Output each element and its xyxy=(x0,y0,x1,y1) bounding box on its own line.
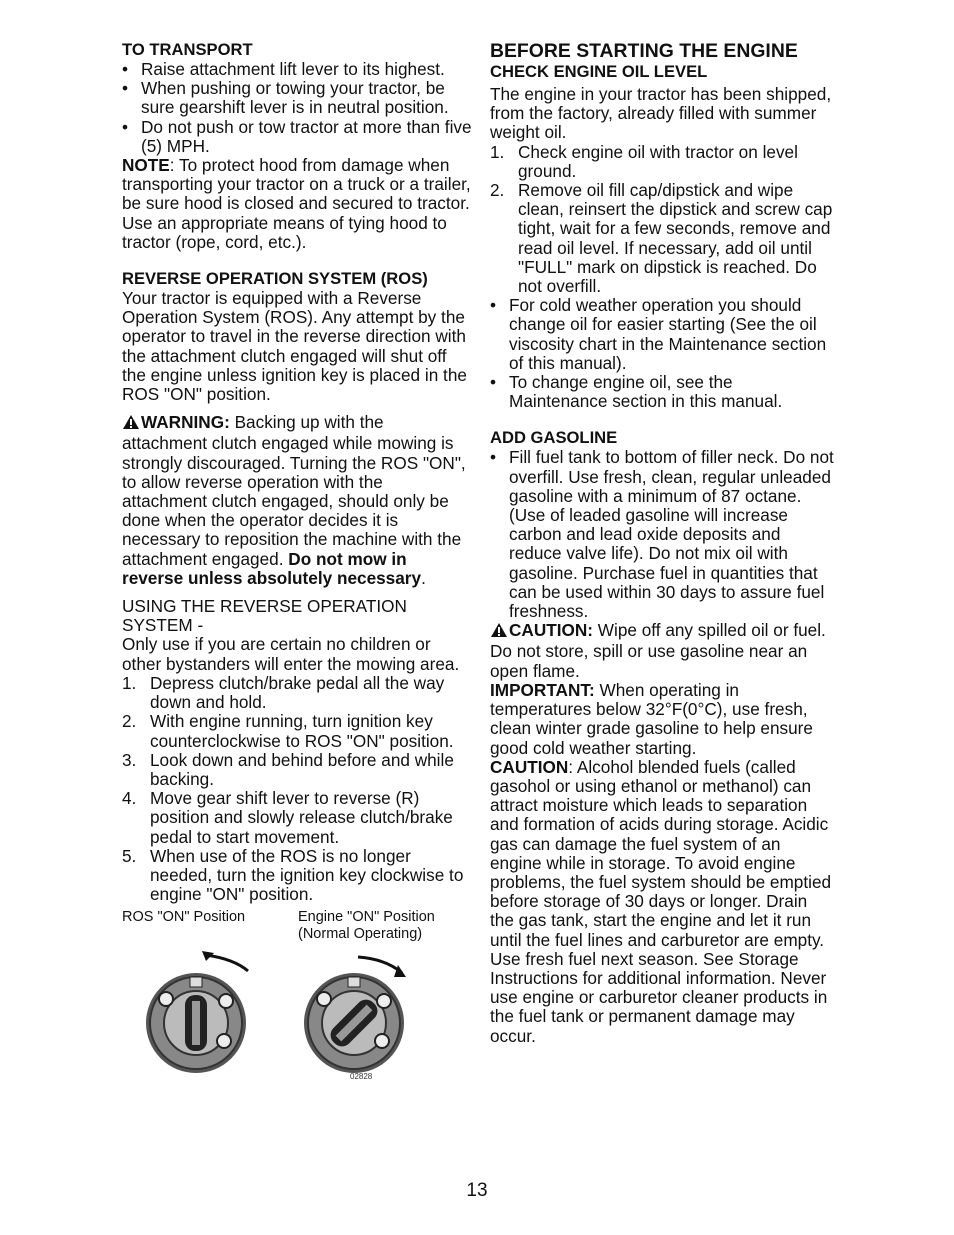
figure-captions xyxy=(122,909,472,943)
list-item: 1. Check engine oil with tractor on level ground. xyxy=(490,141,798,181)
caution-triangle-icon xyxy=(490,622,508,642)
ignition-dial-ros-icon xyxy=(136,951,266,1081)
oil-steps-list xyxy=(490,143,835,297)
caution-label: CAUTION: xyxy=(509,620,594,641)
oil-heading: CHECK ENGINE OIL LEVEL xyxy=(490,62,708,81)
ignition-dial-engine-icon xyxy=(294,951,424,1081)
note-paragraph: NOTE: To protect hood from damage when transporting your tractor on a truck or a trailer, be sure hood is closed and secured to tractor. Use an appropriate means of tying hood to tractor (rope, cord, etc.). xyxy=(122,155,471,252)
left-column xyxy=(122,40,472,1093)
using-heading: USING THE REVERSE OPERATION SYSTEM - xyxy=(122,596,407,636)
page-number: 13 xyxy=(466,1180,488,1201)
important-paragraph: IMPORTANT: When operating in temperatures below 32°F(0°C), use fresh, clean winter grade gasoline to help ensure good cold weather starting. xyxy=(490,679,813,758)
warning-paragraph: WARNING: Backing up with the attachment clutch engaged while mowing is strongly discouraged. Turning the ROS "ON", to allow reverse operation with the attachment clutch engaged, should only be done when the operator decides it is necessary to reposition the machine with the attachment engaged. Do not mow in reverse unless absolutely necessary. xyxy=(122,412,466,588)
list-item: • Fill fuel tank to bottom of filler neck. Do not overfill. Use fresh, clean, regular unleaded gasoline with a minimum of 87 octane. (Use of leaded gasoline will increase carbon and lead oxide deposits and reduce valve life). Do not mix oil with gasoline. Purchase fuel in quantities that can be used within 30 days to assure fuel freshness. xyxy=(490,447,834,622)
gas-heading: ADD GASOLINE xyxy=(490,428,618,448)
list-item: 3. Look down and behind before and while backing. xyxy=(122,749,454,789)
caution-label: CAUTION xyxy=(490,756,569,777)
ros-heading: REVERSE OPERATION SYSTEM (ROS) xyxy=(122,269,428,289)
list-item: • For cold weather operation you should change oil for easier starting (See the oil viscosity chart in the Maintenance section of this manual). xyxy=(490,295,827,373)
figure-code: 02828 xyxy=(350,1072,373,1082)
warning-label: WARNING: xyxy=(141,412,230,433)
warning-triangle-icon xyxy=(122,414,140,434)
list-item: • When pushing or towing your tractor, be sure gearshift lever is in neutral position. xyxy=(122,78,449,118)
transport-heading: TO TRANSPORT xyxy=(122,40,253,59)
list-item: 2. Remove oil fill cap/dipstick and wipe clean, reinsert the dipstick and screw cap tight, wait for a few seconds, remove and read oil level. If necessary, add oil until "FULL" mark on dipstick is reached. Do not overfill. xyxy=(490,180,833,297)
alcohol-caution-paragraph: CAUTION: Alcohol blended fuels (called gasohol or using ethanol or methanol) can attract moisture which leads to separation and formation of acids during storage. Acidic gas can damage the fuel system of an engine while in storage. To avoid engine problems, the fuel system should be emptied before storage of 30 days or longer. Drain the gas tank, start the engine and let it run until the fuel lines and carburetor are empty. Use fresh fuel next season. See Storage Instructions for additional information. Never use engine or carburetor cleaner products in the fuel tank or permanent damage may occur. xyxy=(490,756,832,1046)
ros-paragraph: Your tractor is equipped with a Reverse Operation System (ROS). Any attempt by the operator to travel in the reverse direction with the attachment clutch engaged will shut off the engine unless ignition key is placed in the ROS "ON" position. xyxy=(122,288,467,405)
list-item: • Do not push or tow tractor at more than five (5) MPH. xyxy=(122,116,472,156)
list-item: 4. Move gear shift lever to reverse (R) position and slowly release clutch/brake pedal to start movement. xyxy=(122,788,453,847)
using-paragraph: Only use if you are certain no children or other bystanders will enter the mowing area. xyxy=(122,634,460,674)
list-item: • To change engine oil, see the Maintenance section in this manual. xyxy=(490,372,783,412)
note-label: NOTE xyxy=(122,155,170,176)
transport-list xyxy=(122,60,472,156)
list-item: 2. With engine running, turn ignition key counterclockwise to ROS "ON" position. xyxy=(122,711,454,751)
ros-steps-list xyxy=(122,674,472,904)
before-starting-heading: BEFORE STARTING THE ENGINE xyxy=(490,40,798,62)
oil-bullets-list xyxy=(490,296,835,411)
caption-engine-on: Engine "ON" Position (Normal Operating) xyxy=(298,909,435,943)
ignition-figure xyxy=(122,943,472,1093)
oil-paragraph: The engine in your tractor has been shipped, from the factory, already filled with summer weight oil. xyxy=(490,84,832,143)
caution-paragraph: CAUTION: Wipe off any spilled oil or fuel. Do not store, spill or use gasoline near an open flame. xyxy=(490,620,826,681)
list-item: 1. Depress clutch/brake pedal all the way down and hold. xyxy=(122,672,445,713)
list-item: • Raise attachment lift lever to its highest. xyxy=(122,59,445,79)
list-item: 5. When use of the ROS is no longer needed, turn the ignition key clockwise to engine "ON" position. xyxy=(122,845,464,905)
important-label: IMPORTANT: xyxy=(490,679,595,700)
caption-ros-on: ROS "ON" Position xyxy=(122,909,246,926)
gas-list xyxy=(490,448,835,621)
right-column xyxy=(490,40,835,1046)
